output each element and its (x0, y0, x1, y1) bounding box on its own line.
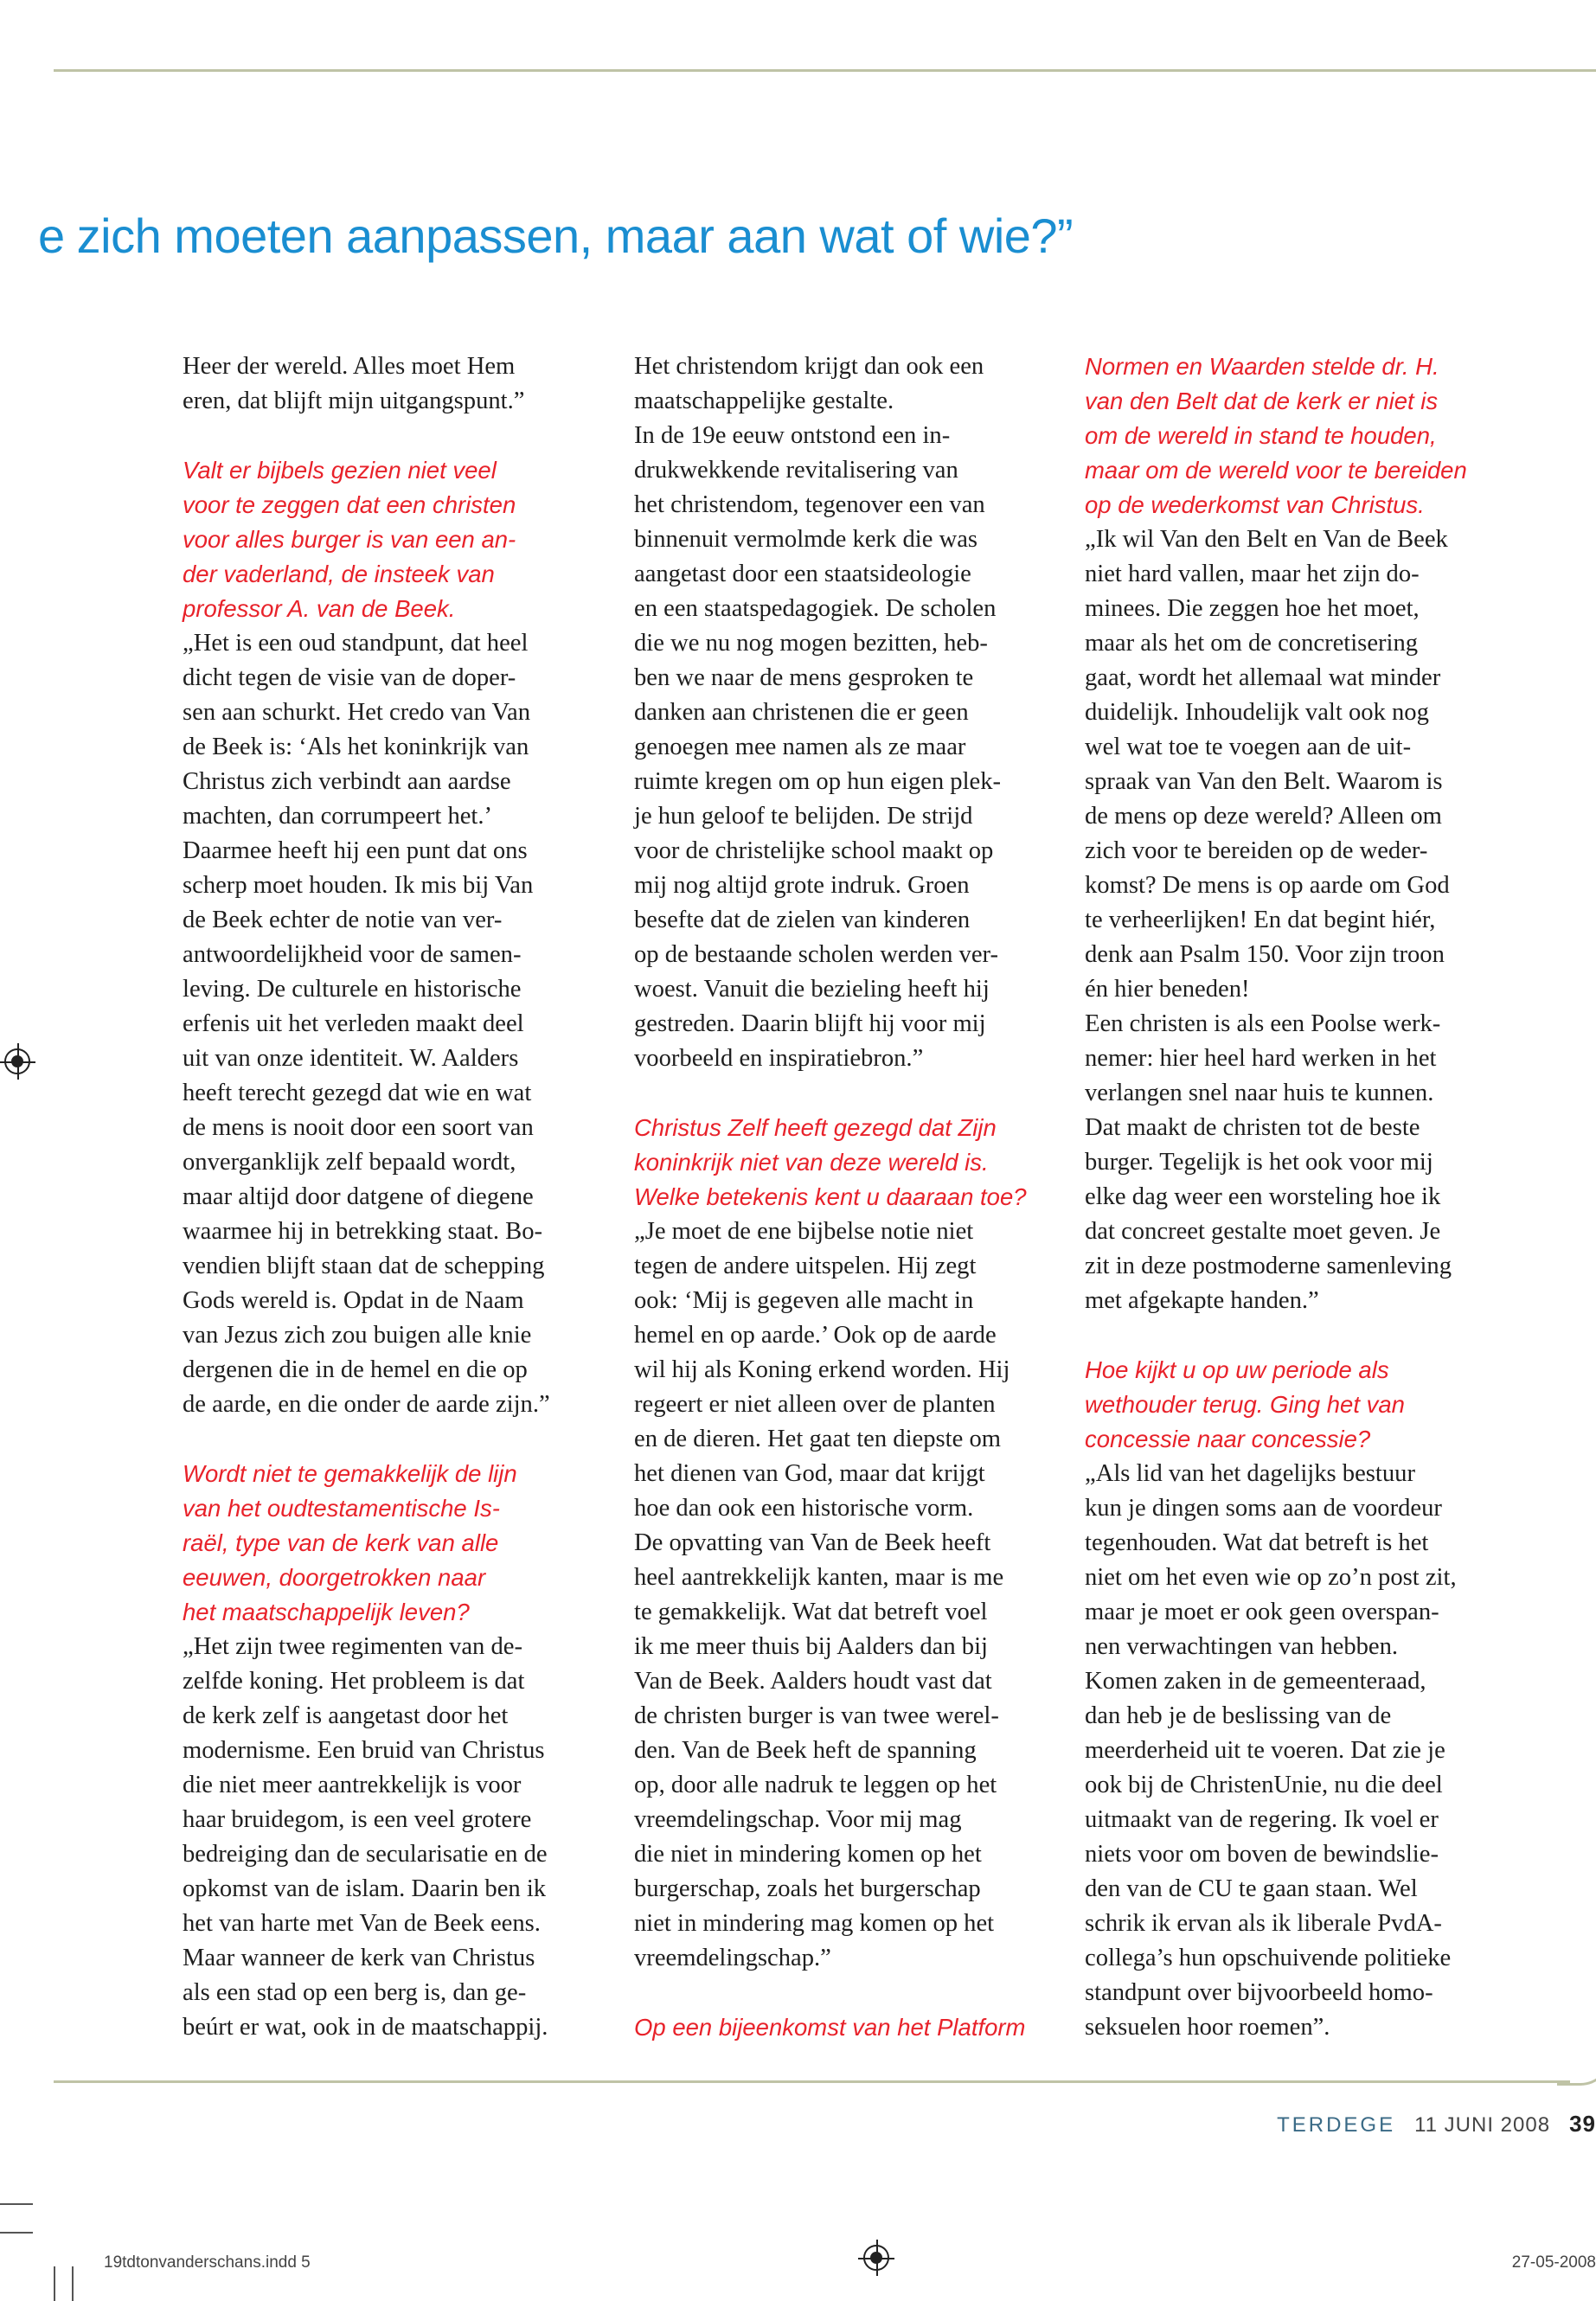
bottom-rule (54, 2080, 1570, 2083)
body-text-line: hemel en op aarde.’ Ook op de aarde (634, 1322, 997, 1349)
body-text-line: niet om het even wie op zo’n post zit, (1085, 1564, 1457, 1591)
page-number: 39 (1569, 2111, 1596, 2137)
body-text-line: dergenen die in de hemel en die op (183, 1356, 528, 1383)
article-column-2 (634, 349, 1075, 2045)
body-text-line: Heer der wereld. Alles moet Hem (183, 353, 516, 380)
body-text-line: minees. Die zeggen hoe het moet, (1085, 595, 1420, 622)
body-text-line: collega’s hun opschuivende politieke (1085, 1945, 1452, 1971)
interview-question-line: Welke betekenis kent u daaraan toe? (634, 1183, 1027, 1210)
body-text-line: maar als het om de concretisering (1085, 630, 1419, 657)
body-text-line: aangetast door een staatsideologie (634, 561, 971, 587)
interview-question-line: wethouder terug. Ging het van (1085, 1391, 1405, 1418)
body-text-line: spraak van Van den Belt. Waarom is (1085, 768, 1443, 795)
article-column-1 (183, 349, 624, 2045)
body-text-line: Gods wereld is. Opdat in de Naam (183, 1287, 524, 1314)
interview-question-line: Hoe kijkt u op uw periode als (1085, 1356, 1389, 1383)
body-text-line: de kerk zelf is aangetast door het (183, 1702, 509, 1729)
body-text-line: beúrt er wat, ook in de maatschappij. (183, 2014, 548, 2041)
body-text-line: als een stad op een berg is, dan ge- (183, 1979, 527, 2006)
body-text-line: en een staatspedagogiek. De scholen (634, 595, 997, 622)
body-text-line: den van de CU te gaan staan. Wel (1085, 1875, 1418, 1902)
body-text-line: Daarmee heeft hij een punt dat ons (183, 837, 528, 864)
interview-question-line: Wordt niet te gemakkelijk de lijn (183, 1460, 517, 1487)
body-text-line: komst? De mens is op aarde om God (1085, 872, 1450, 899)
body-text-line: én hier beneden! (1085, 976, 1250, 1003)
body-text-line: nen verwachtingen van hebben. (1085, 1633, 1399, 1660)
body-text-line: elke dag weer een worsteling hoe ik (1085, 1183, 1441, 1210)
interview-question-line: koninkrijk niet van deze wereld is. (634, 1149, 989, 1176)
interview-question-line: van den Belt dat de kerk er niet is (1085, 388, 1439, 414)
body-text-line: gaat, wordt het allemaal wat minder (1085, 664, 1441, 691)
body-text-line: standpunt over bijvoorbeeld homo- (1085, 1979, 1433, 2006)
body-text-line: schrik ik ervan als ik liberale PvdA- (1085, 1910, 1442, 1937)
pull-quote (38, 208, 1073, 264)
body-text-line: waarmee hij in betrekking staat. Bo- (183, 1218, 543, 1245)
interview-question-line: voor te zeggen dat een christen (183, 491, 516, 518)
body-text-line: de mens op deze wereld? Alleen om (1085, 803, 1442, 830)
body-text-line: Een christen is als een Poolse werk- (1085, 1010, 1441, 1037)
body-text-line: drukwekkende revitalisering van (634, 457, 958, 484)
body-text-line: wil hij als Koning erkend worden. Hij (634, 1356, 1010, 1383)
body-text-line: vreemdelingschap.” (634, 1945, 831, 1971)
body-text-line: het christendom, tegenover een van (634, 491, 985, 518)
body-text-line: opkomst van de islam. Daarin ben ik (183, 1875, 547, 1902)
body-text-line: „Als lid van het dagelijks bestuur (1085, 1460, 1415, 1487)
body-text-line: erfenis uit het verleden maakt deel (183, 1010, 524, 1037)
body-text-line: denk aan Psalm 150. Voor zijn troon (1085, 941, 1445, 968)
body-text-line: gestreden. Daarin blijft hij voor mij (634, 1010, 986, 1037)
body-text-line: te gemakkelijk. Wat dat betreft voel (634, 1599, 988, 1625)
body-text-line: de mens is nooit door een soort van (183, 1114, 534, 1141)
body-text-line: seksuelen hoor roemen”. (1085, 2014, 1330, 2041)
body-text-line: van Jezus zich zou buigen alle knie (183, 1322, 532, 1349)
body-text-line: uitmaakt van de regering. Ik voel er (1085, 1806, 1439, 1833)
paragraph-gap (634, 1976, 1075, 2010)
page-footer (1277, 2111, 1596, 2138)
interview-question-line: maar om de wereld voor te bereiden (1085, 457, 1467, 484)
issue-date: 11 JUNI 2008 (1414, 2113, 1551, 2137)
interview-question-line: professor A. van de Beek. (183, 595, 456, 622)
body-text-line: regeert er niet alleen over de planten (634, 1391, 996, 1418)
body-text-line: tegen de andere uitspelen. Hij zegt (634, 1253, 977, 1279)
body-text-line: „Je moet de ene bijbelse notie niet (634, 1218, 974, 1245)
body-text-line: onverganklijk zelf bepaald wordt, (183, 1149, 516, 1176)
paragraph-gap (183, 419, 624, 453)
crop-mark (0, 2232, 33, 2234)
slug-filename: 19tdtonvanderschans.indd 5 (104, 2253, 311, 2272)
body-text-line: „Het zijn twee regimenten van de- (183, 1633, 522, 1660)
body-text-line: de Beek is: ‘Als het koninkrijk van (183, 734, 529, 760)
body-text-line: ruimte kregen om op hun eigen plek- (634, 768, 1002, 795)
registration-mark-left (4, 1048, 30, 1074)
body-text-line: genoegen mee namen als ze maar (634, 734, 966, 760)
paragraph-gap (634, 1076, 1075, 1111)
body-text-line: dat concreet gestalte moet geven. Je (1085, 1218, 1441, 1245)
body-text-line: ook bij de ChristenUnie, nu die deel (1085, 1772, 1443, 1798)
body-text-line: besefte dat de zielen van kinderen (634, 907, 971, 933)
body-text-line: die we nu nog mogen bezitten, heb- (634, 630, 988, 657)
body-text-line: vreemdelingschap. Voor mij mag (634, 1806, 962, 1833)
body-text-line: Komen zaken in de gemeenteraad, (1085, 1668, 1426, 1695)
interview-question-line: Valt er bijbels gezien niet veel (183, 457, 497, 484)
body-text-line: Christus zich verbindt aan aardse (183, 768, 511, 795)
body-text-line: antwoordelijkheid voor de samen- (183, 941, 522, 968)
paragraph-gap (183, 1422, 624, 1457)
body-text-line: Het christendom krijgt dan ook een (634, 353, 984, 380)
body-text-line: „Het is een oud standpunt, dat heel (183, 630, 529, 657)
body-text-line: voor de christelijke school maakt op (634, 837, 994, 864)
paragraph-gap (1085, 1318, 1526, 1353)
registration-mark-bottom (863, 2245, 889, 2271)
body-text-line: hoe dan ook een historische vorm. (634, 1495, 974, 1522)
body-text-line: ben we naar de mens gesproken te (634, 664, 974, 691)
body-text-line: die niet in mindering komen op het (634, 1841, 982, 1868)
body-text-line: het dienen van God, maar dat krijgt (634, 1460, 985, 1487)
article-column-3 (1085, 349, 1526, 2045)
interview-question-line: der vaderland, de insteek van (183, 561, 495, 587)
interview-question-line: Normen en Waarden stelde dr. H. (1085, 353, 1439, 380)
body-text-line: ook: ‘Mij is gegeven alle macht in (634, 1287, 974, 1314)
body-text-line: zich voor te bereiden op de weder- (1085, 837, 1428, 864)
body-text-line: heeft terecht gezegd dat wie en wat (183, 1080, 532, 1106)
body-text-line: niets voor om boven de bewindslie- (1085, 1841, 1439, 1868)
body-text-line: In de 19e eeuw ontstond een in- (634, 422, 951, 449)
body-text-line: de aarde, en die onder de aarde zijn.” (183, 1391, 550, 1418)
body-text-line: duidelijk. Inhoudelijk valt ook nog (1085, 699, 1429, 726)
body-text-line: maar je moet er ook geen overspan- (1085, 1599, 1439, 1625)
body-text-line: wel wat toe te voegen aan de uit- (1085, 734, 1412, 760)
body-text-line: maatschappelijke gestalte. (634, 388, 894, 414)
body-text-line: Van de Beek. Aalders houdt vast dat (634, 1668, 992, 1695)
body-text-line: maar altijd door datgene of diegene (183, 1183, 534, 1210)
body-text-line: sen aan schurkt. Het credo van Van (183, 699, 531, 726)
body-text-line: niet in mindering mag komen op het (634, 1910, 995, 1937)
body-text-line: machten, dan corrumpeert het.’ (183, 803, 493, 830)
body-text-line: de Beek echter de notie van ver- (183, 907, 503, 933)
interview-question-line: Op een bijeenkomst van het Platform (634, 2014, 1026, 2041)
pull-quote-text: zich moeten aanpassen, maar aan wat of wie?” (76, 208, 1074, 263)
body-text-line: op, door alle nadruk te leggen op het (634, 1772, 997, 1798)
body-text-line: uit van onze identiteit. W. Aalders (183, 1045, 519, 1072)
body-text-line: verlangen snel naar huis te kunnen. (1085, 1080, 1434, 1106)
body-text-line: eren, dat blijft mijn uitgangspunt.” (183, 388, 525, 414)
body-text-line: De opvatting van Van de Beek heeft (634, 1529, 991, 1556)
interview-question-line: raël, type van de kerk van alle (183, 1529, 499, 1556)
body-text-line: vendien blijft staan dat de schepping (183, 1253, 545, 1279)
body-text-line: zit in deze postmoderne samenleving (1085, 1253, 1452, 1279)
body-text-line: niet hard vallen, maar het zijn do- (1085, 561, 1420, 587)
body-text-line: meerderheid uit te voeren. Dat zie je (1085, 1737, 1445, 1764)
body-text-line: de christen burger is van twee werel- (634, 1702, 999, 1729)
crop-mark (72, 2266, 74, 2301)
body-text-line: voorbeeld en inspiratiebron.” (634, 1045, 924, 1072)
body-text-line: haar bruidegom, is een veel grotere (183, 1806, 532, 1833)
interview-question-line: Christus Zelf heeft gezegd dat Zijn (634, 1114, 997, 1141)
body-text-line: dan heb je de beslissing van de (1085, 1702, 1392, 1729)
body-text-line: binnenuit vermolmde kerk die was (634, 526, 978, 553)
body-text-line: scherp moet houden. Ik mis bij Van (183, 872, 534, 899)
crop-mark (54, 2266, 55, 2301)
body-text-line: zelfde koning. Het probleem is dat (183, 1668, 525, 1695)
interview-question-line: op de wederkomst van Christus. (1085, 491, 1425, 518)
body-text-line: nemer: hier heel hard werken in het (1085, 1045, 1437, 1072)
body-text-line: en de dieren. Het gaat ten diepste om (634, 1426, 1001, 1452)
body-text-line: die niet meer aantrekkelijk is voor (183, 1772, 522, 1798)
body-text-line: den. Van de Beek heft de spanning (634, 1737, 977, 1764)
interview-question-line: concessie naar concessie? (1085, 1426, 1371, 1452)
body-text-line: „Ik wil Van den Belt en Van de Beek (1085, 526, 1448, 553)
body-text-line: modernisme. Een bruid van Christus (183, 1737, 545, 1764)
body-text-line: te verheerlijken! En dat begint hiér, (1085, 907, 1436, 933)
body-text-line: heel aantrekkelijk kanten, maar is me (634, 1564, 1004, 1591)
body-text-line: Maar wanneer de kerk van Christus (183, 1945, 535, 1971)
body-text-line: danken aan christenen die er geen (634, 699, 969, 726)
body-text-line: leving. De culturele en historische (183, 976, 522, 1003)
body-text-line: burgerschap, zoals het burgerschap (634, 1875, 981, 1902)
interview-question-line: het maatschappelijk leven? (183, 1599, 470, 1625)
interview-question-line: van het oudtestamentische Is- (183, 1495, 500, 1522)
body-text-line: kun je dingen soms aan de voordeur (1085, 1495, 1442, 1522)
slug-date: 27-05-2008 (1511, 2253, 1596, 2272)
body-text-line: met afgekapte handen.” (1085, 1287, 1319, 1314)
interview-question-line: om de wereld in stand te houden, (1085, 422, 1437, 449)
body-text-line: Dat maakt de christen tot de beste (1085, 1114, 1420, 1141)
crop-mark (0, 2203, 33, 2205)
body-text-line: bedreiging dan de secularisatie en de (183, 1841, 548, 1868)
interview-question-line: eeuwen, doorgetrokken naar (183, 1564, 486, 1591)
body-text-line: ik me meer thuis bij Aalders dan bij (634, 1633, 988, 1660)
body-text-line: mij nog altijd grote indruk. Groen (634, 872, 970, 899)
body-text-line: tegenhouden. Wat dat betreft is het (1085, 1529, 1429, 1556)
pull-quote-cut-letter: e (38, 208, 65, 263)
body-text-line: burger. Tegelijk is het ook voor mij (1085, 1149, 1433, 1176)
body-text-line: op de bestaande scholen werden ver- (634, 941, 999, 968)
body-text-line: het van harte met Van de Beek eens. (183, 1910, 541, 1937)
interview-question-line: voor alles burger is van een an- (183, 526, 516, 553)
body-text-line: woest. Vanuit die bezieling heeft hij (634, 976, 990, 1003)
body-text-line: dicht tegen de visie van de doper- (183, 664, 516, 691)
magazine-name: TERDEGE (1277, 2113, 1396, 2137)
bottom-rule-curve (1557, 2052, 1596, 2086)
top-rule (54, 69, 1596, 72)
body-text-line: je hun geloof te belijden. De strijd (634, 803, 973, 830)
